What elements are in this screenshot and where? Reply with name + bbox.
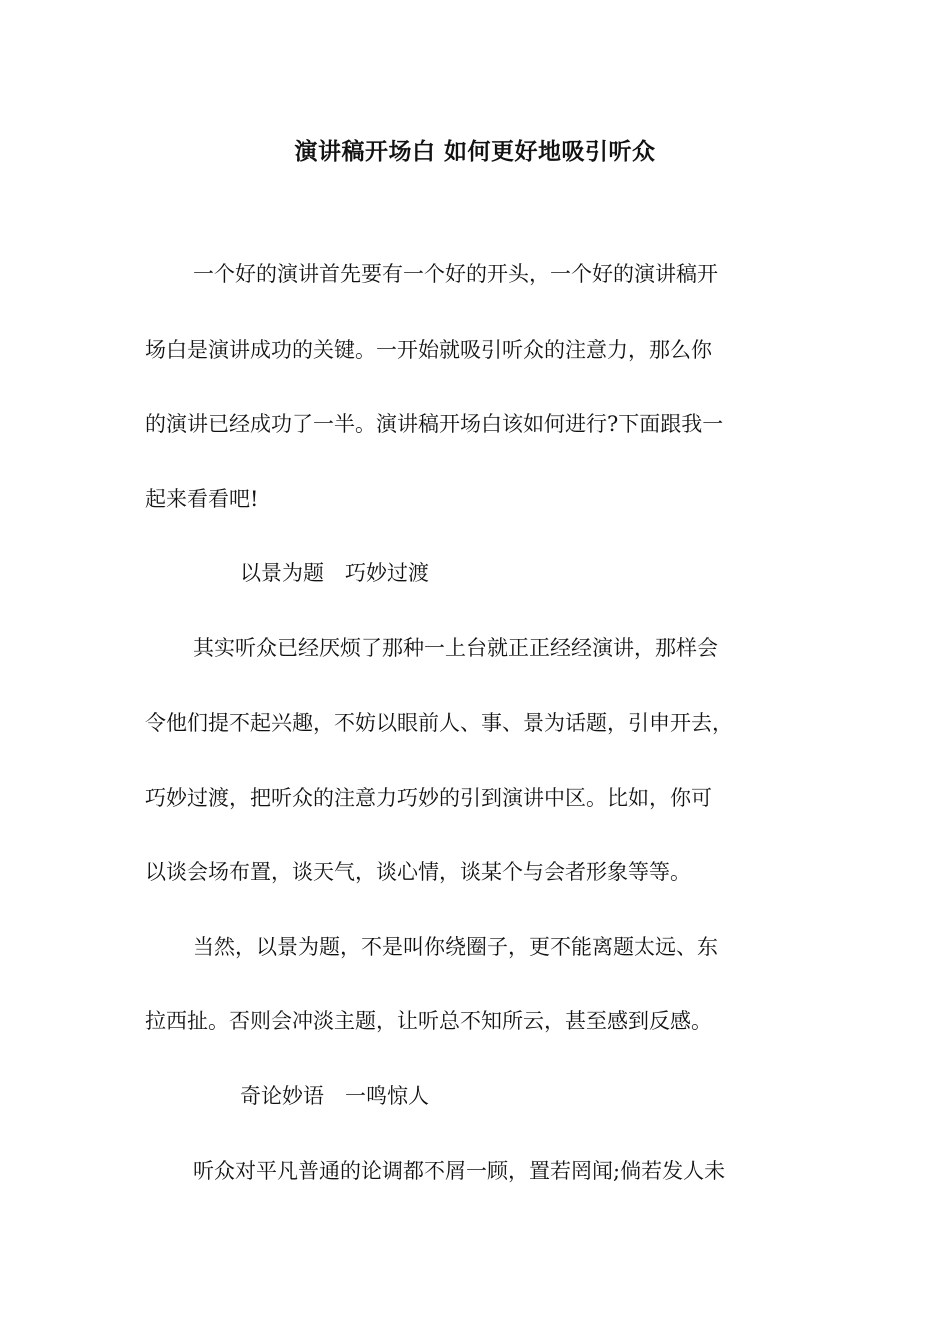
paragraph-line: 巧妙过渡，把听众的注意力巧妙的引到演讲中区。比如，你可 — [145, 786, 712, 810]
paragraph-line: 其实听众已经厌烦了那种一上台就正正经经演讲，那样会 — [193, 636, 718, 660]
paragraph-line: 听众对平凡普通的论调都不屑一顾，置若罔闻;倘若发人未 — [193, 1159, 726, 1183]
paragraph-line: 当然，以景为题，不是叫你绕圈子，更不能离题太远、东 — [193, 935, 718, 959]
paragraph-line: 一个好的演讲首先要有一个好的开头，一个好的演讲稿开 — [193, 262, 718, 286]
section-heading: 奇论妙语 一鸣惊人 — [240, 1084, 429, 1108]
paragraph-line: 以谈会场布置，谈天气，谈心情，谈某个与会者形象等等。 — [145, 860, 691, 884]
section-heading: 以景为题 巧妙过渡 — [240, 561, 429, 585]
paragraph-line: 令他们提不起兴趣，不妨以眼前人、事、景为话题，引申开去， — [145, 711, 733, 735]
paragraph-line: 的演讲已经成功了一半。演讲稿开场白该如何进行?下面跟我一 — [145, 412, 724, 436]
paragraph-line: 拉西扯。否则会冲淡主题，让听总不知所云，甚至感到反感。 — [145, 1009, 712, 1033]
paragraph-line: 起来看看吧! — [145, 487, 259, 511]
document-title: 演讲稿开场白 如何更好地吸引听众 — [294, 138, 656, 165]
paragraph-line: 场白是演讲成功的关键。一开始就吸引听众的注意力，那么你 — [145, 338, 712, 362]
